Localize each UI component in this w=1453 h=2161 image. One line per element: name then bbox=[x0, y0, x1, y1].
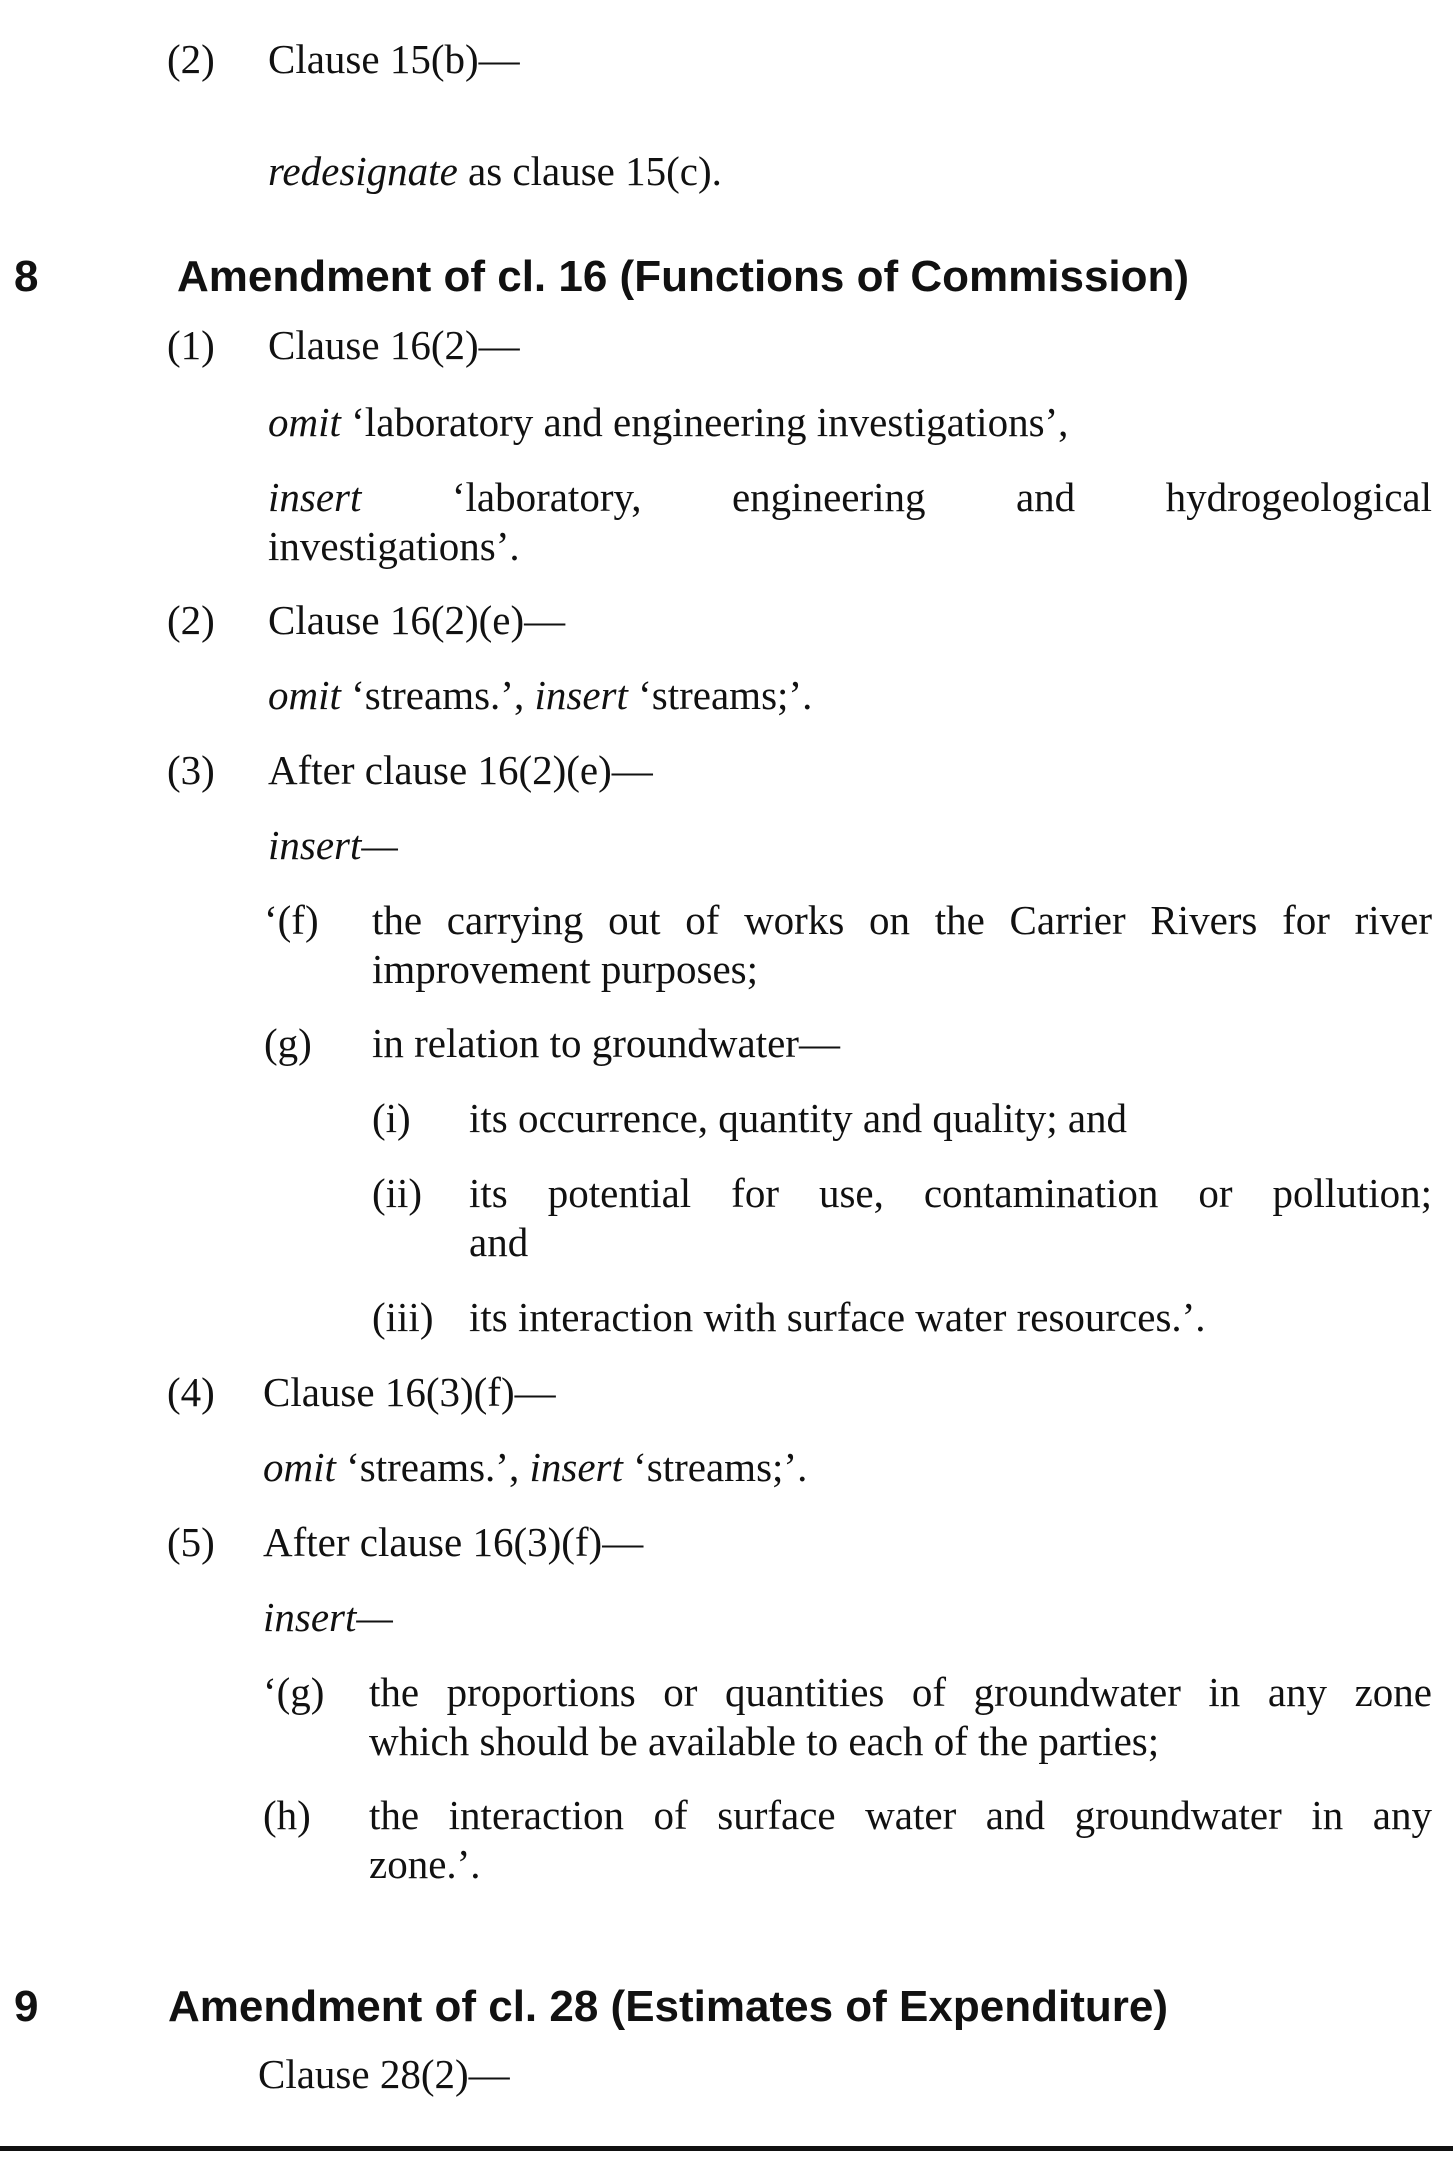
subparagraph-text-continued: and bbox=[469, 1219, 529, 1265]
action-verb: insert— bbox=[268, 822, 398, 868]
action-verb: redesignate bbox=[268, 148, 458, 194]
clause-reference: After clause 16(2)(e)— bbox=[268, 747, 653, 793]
paragraph-number: (h) bbox=[263, 1792, 311, 1838]
subclause-number: (1) bbox=[167, 322, 215, 368]
subparagraph-text: its occurrence, quantity and quality; and bbox=[469, 1095, 1128, 1141]
clause-reference: Clause 16(2)(e)— bbox=[268, 597, 566, 643]
section-number: 9 bbox=[14, 1982, 39, 2031]
insert-instruction bbox=[268, 472, 1432, 522]
paragraph-text: the proportions or quantities of groundwater in any zone bbox=[369, 1669, 1432, 1715]
action-verb: omit bbox=[263, 1444, 336, 1490]
subparagraph-text: its potential for use, contamination or pollution; bbox=[469, 1170, 1432, 1216]
section-number: 8 bbox=[14, 252, 39, 301]
paragraph-text: the carrying out of works on the Carrier Rivers for river bbox=[372, 897, 1432, 943]
paragraph-text-continued: improvement purposes; bbox=[372, 946, 759, 992]
action-verb: insert bbox=[529, 1444, 623, 1490]
word: ‘laboratory, bbox=[451, 474, 642, 520]
insert-instruction bbox=[263, 1592, 393, 1642]
subclause-number: (4) bbox=[167, 1369, 215, 1415]
omit-insert-instruction bbox=[263, 1442, 807, 1492]
clause-reference: Clause 16(2)— bbox=[268, 322, 520, 368]
subclause-number: (2) bbox=[167, 36, 215, 82]
action-verb: omit bbox=[268, 672, 341, 718]
clause-reference: After clause 16(3)(f)— bbox=[263, 1519, 644, 1565]
omit-insert-instruction bbox=[268, 670, 812, 720]
paragraph-text: the interaction of surface water and groundwater in any bbox=[369, 1792, 1432, 1838]
instruction-text: ‘streams.’, bbox=[335, 1444, 530, 1490]
section-heading: Amendment of cl. 16 (Functions of Commission) bbox=[177, 252, 1190, 301]
insert-instruction bbox=[268, 820, 398, 870]
subparagraph-text: its interaction with surface water resources.’. bbox=[469, 1294, 1206, 1340]
word: and bbox=[1015, 474, 1076, 520]
amendment-instruction bbox=[268, 146, 722, 196]
subparagraph-number: (ii) bbox=[372, 1170, 423, 1216]
instruction-text: as clause 15(c). bbox=[457, 148, 722, 194]
action-verb: insert— bbox=[263, 1594, 393, 1640]
clause-reference: Clause 28(2)— bbox=[258, 2051, 510, 2097]
clause-reference: Clause 16(3)(f)— bbox=[263, 1369, 556, 1415]
action-verb: insert bbox=[534, 672, 628, 718]
action-verb: omit bbox=[268, 399, 341, 445]
omit-instruction bbox=[268, 397, 1068, 447]
insert-instruction-continued: investigations’. bbox=[268, 523, 520, 569]
subparagraph-number: (iii) bbox=[372, 1294, 434, 1340]
action-verb: insert bbox=[268, 474, 362, 520]
subparagraph-number: (i) bbox=[372, 1095, 411, 1141]
clause-reference: Clause 15(b)— bbox=[268, 36, 520, 82]
instruction-text: ‘laboratory and engineering investigations’, bbox=[340, 399, 1069, 445]
subclause-number: (5) bbox=[167, 1519, 215, 1565]
section-heading: Amendment of cl. 28 (Estimates of Expenditure) bbox=[168, 1982, 1168, 2031]
subclause-number: (3) bbox=[167, 747, 215, 793]
paragraph-number: ‘(g) bbox=[263, 1669, 325, 1715]
paragraph-number: (g) bbox=[264, 1020, 312, 1066]
paragraph-text: in relation to groundwater— bbox=[372, 1020, 840, 1066]
word: hydrogeological bbox=[1165, 474, 1432, 520]
instruction-text: ‘streams;’. bbox=[622, 1444, 808, 1490]
instruction-text: ‘streams.’, bbox=[340, 672, 535, 718]
subclause-number: (2) bbox=[167, 597, 215, 643]
page-bottom-rule bbox=[0, 2146, 1453, 2151]
instruction-text: ‘streams;’. bbox=[627, 672, 813, 718]
paragraph-number: ‘(f) bbox=[264, 897, 319, 943]
paragraph-text-continued: zone.’. bbox=[369, 1841, 481, 1887]
word: engineering bbox=[731, 474, 926, 520]
paragraph-text-continued: which should be available to each of the parties; bbox=[369, 1718, 1160, 1764]
